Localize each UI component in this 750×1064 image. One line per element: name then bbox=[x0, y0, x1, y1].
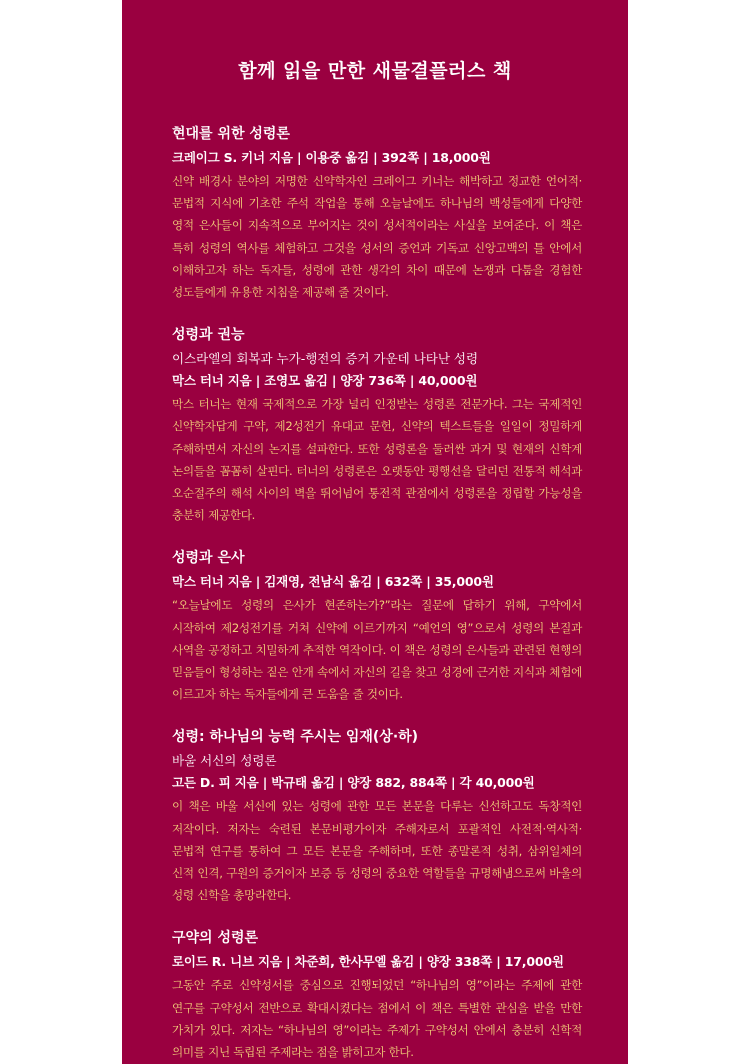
book-meta: 로이드 R. 니브 지음 | 차준희, 한사무엘 옮김 | 양장 338쪽 | 17,000원 bbox=[172, 954, 564, 970]
book-entry bbox=[172, 325, 582, 526]
book-entry bbox=[172, 548, 582, 705]
book-title: 성령과 권능 bbox=[172, 327, 245, 344]
book-description: 신약 배경사 분야의 저명한 신약학자인 크레이그 키너는 해박하고 정교한 언어적·문법적 지식에 기초한 주석 작업을 통해 오늘날에도 하나님의 백성들에게 다양한 영적 은사들이 지속적으로 부어지는 것이 성서적이라는 사실을 보여준다. 이 책은 특히 성령의 역사를 체험하고 그것을 성서의 증언과 기독교 신앙고백의 틀 안에서 이해하고자 하는 독자들, 성령에 관한 생각의 차이 때문에 논쟁과 다툼을 경험한 성도들에게 유용한 지침을 제공해 줄 것이다. bbox=[172, 174, 582, 300]
book-meta: 고든 D. 피 지음 | 박규태 옮김 | 양장 882, 884쪽 | 각 40,000원 bbox=[172, 775, 535, 791]
book-entry bbox=[172, 928, 582, 1063]
book-title: 성령: 하나님의 능력 주시는 임재(상·하) bbox=[172, 729, 419, 746]
book-list bbox=[172, 124, 582, 1064]
content-panel bbox=[122, 0, 628, 1064]
page-title: 함께 읽을 만한 새물결플러스 책 bbox=[238, 60, 512, 82]
book-title: 구약의 성령론 bbox=[172, 930, 259, 947]
book-title: 현대를 위한 성령론 bbox=[172, 126, 290, 142]
book-meta: 막스 터너 지음 | 조영모 옮김 | 양장 736쪽 | 40,000원 bbox=[172, 373, 478, 389]
book-meta: 크레이그 S. 키너 지음 | 이용중 옮김 | 392쪽 | 18,000원 bbox=[172, 150, 491, 165]
book-title: 성령과 은사 bbox=[172, 550, 245, 567]
book-subtitle: 바울 서신의 성령론 bbox=[172, 753, 277, 769]
book-description: 막스 터너는 현재 국제적으로 가장 널리 인정받는 성령론 전문가다. 그는 국제적인 신약학자답게 구약, 제2성전기 유대교 문헌, 신약의 텍스트들을 일일이 정밀하게 주해하면서 자신의 논지를 설파한다. 또한 성령론을 둘러싼 과거 및 현재의 신학계 논의들을 꼼꼼히 살핀다. 터너의 성령론은 오랫동안 평행선을 달리던 전통적 해석과 오순절주의 해석 사이의 벽을 뛰어넘어 통전적 관점에서 성령론을 정립할 가능성을 충분히 제공한다. bbox=[172, 397, 582, 523]
book-meta: 막스 터너 지음 | 김재영, 전남식 옮김 | 632쪽 | 35,000원 bbox=[172, 574, 494, 590]
book-description: “오늘날에도 성령의 은사가 현존하는가?”라는 질문에 답하기 위해, 구약에서 시작하여 제2성전기를 거쳐 신약에 이르기까지 “예언의 영”으로서 성령의 본질과 사역을 공정하고 치밀하게 추적한 역작이다. 이 책은 성령의 은사들과 관련된 현행의 믿음들이 형성하는 짙은 안개 속에서 자신의 길을 찾고 성경에 근거한 지식과 체험에 이르고자 하는 독자들에게 큰 도움을 줄 것이다. bbox=[172, 598, 582, 702]
book-entry bbox=[172, 727, 582, 906]
book-entry bbox=[172, 124, 582, 303]
book-description: 그동안 주로 신약성서를 중심으로 진행되었던 “하나님의 영”이라는 주제에 관한 연구를 구약성서 전반으로 확대시켰다는 점에서 이 책은 특별한 관심을 받을 만한 가치가 있다. 저자는 “하나님의 영”이라는 주제가 구약성서 안에서 충분히 신학적 의미를 지닌 독립된 주제라는 점을 밝히고자 한다. bbox=[172, 978, 582, 1060]
book-subtitle: 이스라엘의 회복과 누가-행전의 증거 가운데 나타난 성령 bbox=[172, 351, 479, 367]
book-description: 이 책은 바울 서신에 있는 성령에 관한 모든 본문을 다루는 신선하고도 독창적인 저작이다. 저자는 숙련된 본문비평가이자 주해자로서 포괄적인 사전적·역사적·문법적 연구를 통하여 그 모든 본문을 주해하며, 또한 종말론적 성취, 삼위일체의 신적 인격, 구원의 증거이자 보증 등 성령의 중요한 역할들을 규명해냄으로써 바울의 성령 신학을 총망라한다. bbox=[172, 799, 582, 903]
